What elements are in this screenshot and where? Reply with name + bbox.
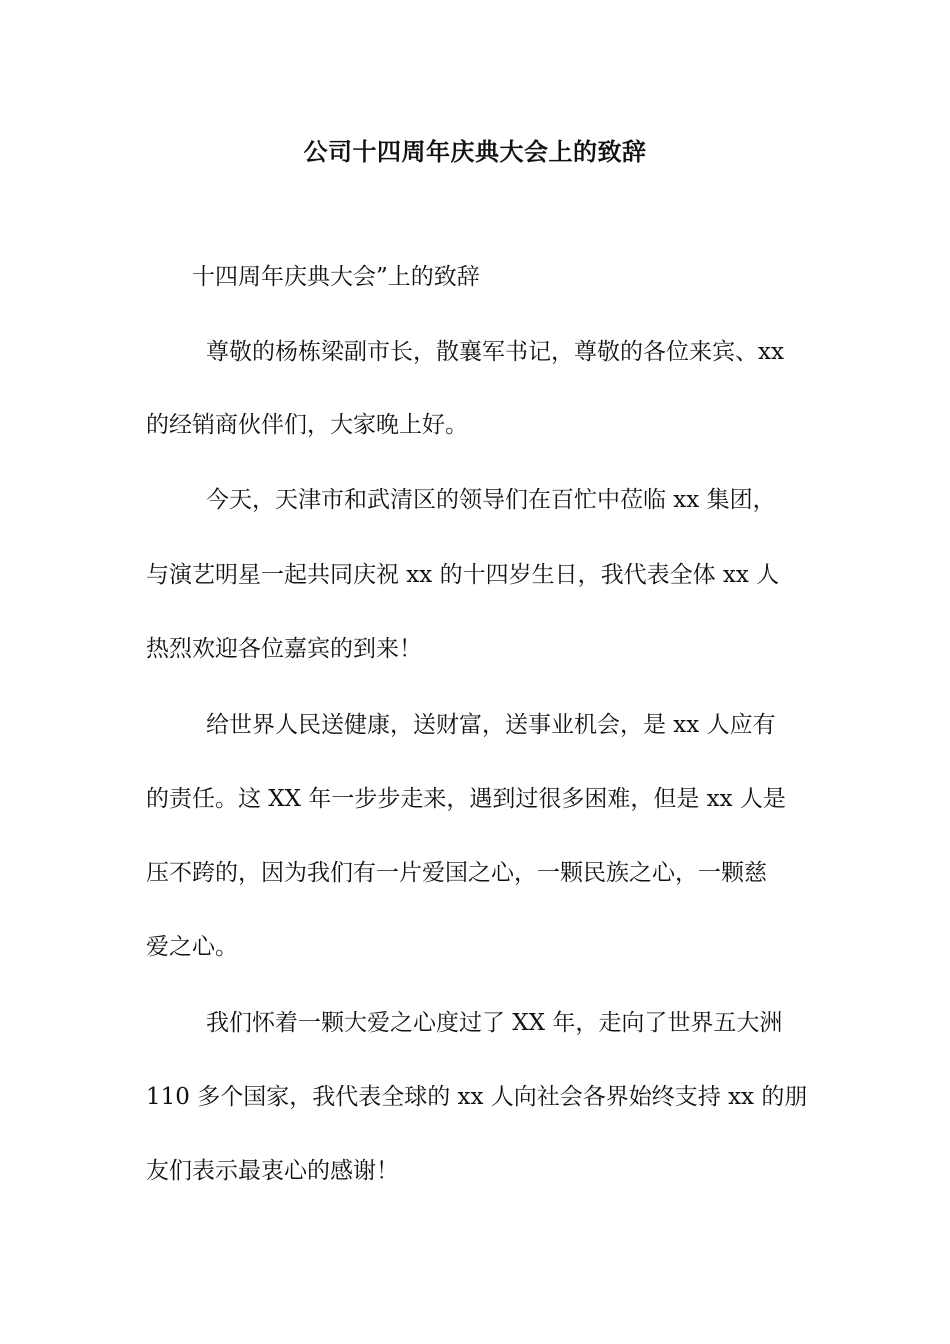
document-title: 公司十四周年庆典大会上的致辞 xyxy=(303,137,647,166)
paragraph-line: 的经销商伙伴们，大家晚上好。 xyxy=(146,412,468,438)
paragraph-line: 给世界人民送健康，送财富，送事业机会，是 xx 人应有 xyxy=(206,712,776,738)
paragraph-line: 110 多个国家，我代表全球的 xx 人向社会各界始终支持 xx 的朋 xyxy=(146,1084,808,1110)
paragraph-line: 友们表示最衷心的感谢！ xyxy=(146,1158,399,1184)
paragraph-line: 尊敬的杨栋梁副市长，散襄军书记，尊敬的各位来宾、xx xyxy=(206,339,784,365)
paragraph-line: 爱之心。 xyxy=(146,934,238,960)
paragraph-line: 十四周年庆典大会”上的致辞 xyxy=(192,264,480,290)
paragraph-line: 的责任。这 XX 年一步步走来，遇到过很多困难，但是 xx 人是 xyxy=(146,786,786,812)
paragraph-line: 压不跨的，因为我们有一片爱国之心，一颗民族之心，一颗慈 xyxy=(146,860,767,886)
paragraph-line: 今天，天津市和武清区的领导们在百忙中莅临 xx 集团， xyxy=(206,487,776,513)
paragraph-line: 我们怀着一颗大爱之心度过了 XX 年，走向了世界五大洲 xyxy=(206,1010,783,1036)
paragraph-line: 热烈欢迎各位嘉宾的到来！ xyxy=(146,636,422,662)
paragraph-line: 与演艺明星一起共同庆祝 xx 的十四岁生日，我代表全体 xx 人 xyxy=(146,562,780,588)
